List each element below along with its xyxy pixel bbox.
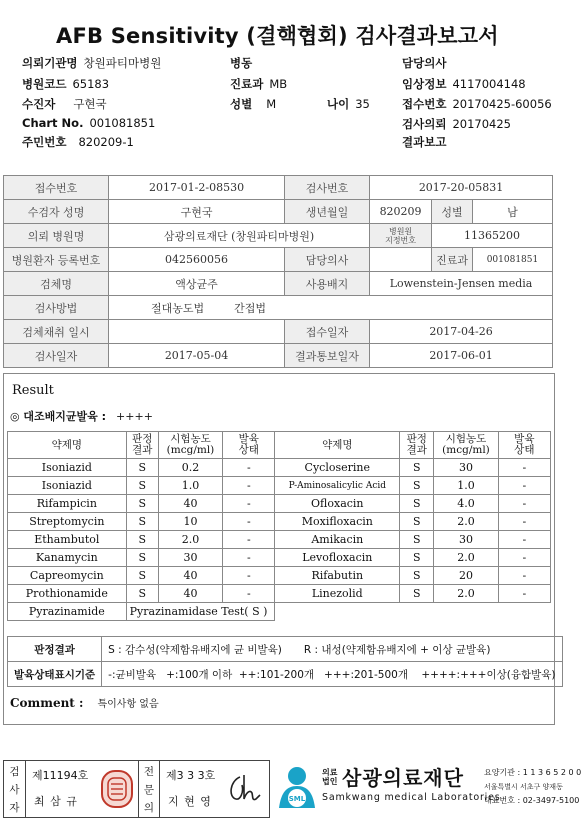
judgement-cell: S — [126, 477, 158, 495]
hospital-value: 창원파티마병원 — [83, 56, 162, 70]
report-footer — [0, 758, 581, 825]
judgement-cell: S — [126, 459, 158, 477]
patient-value: 구현국 — [73, 97, 107, 111]
control-growth — [10, 408, 153, 424]
drug-name-cell: Ethambutol — [8, 531, 127, 549]
notify-date-label: 결과통보일자 — [285, 344, 370, 368]
concentration-cell: 2.0 — [434, 549, 498, 567]
concentration-cell: 30 — [158, 549, 222, 567]
concentration-cell: 2.0 — [434, 585, 498, 603]
drug-table-header-cell: 발육 상태 — [498, 432, 550, 459]
judgement-cell: S — [400, 531, 434, 549]
chart-value: 001081851 — [89, 116, 156, 130]
drug-table-header-cell: 시험농도 (mcg/ml) — [434, 432, 498, 459]
dept-value: MB — [269, 77, 288, 91]
table-row — [4, 176, 553, 200]
comment-label: Comment : — [10, 696, 84, 710]
growth-cell: - — [498, 567, 550, 585]
notify-date-value: 2017-06-01 — [370, 344, 553, 368]
method-indirect: 간접법 — [234, 301, 267, 315]
comment — [10, 695, 159, 710]
drug-name-cell: Amikacin — [275, 531, 400, 549]
table-row — [4, 296, 553, 320]
growth-cell: - — [223, 495, 275, 513]
method-absolute: 절대농도법 — [151, 301, 205, 315]
clinical-value: 4117004148 — [452, 77, 526, 91]
method-value — [109, 296, 553, 320]
growth-cell: - — [223, 459, 275, 477]
judgement-cell: S — [126, 495, 158, 513]
specimen-label: 검체명 — [4, 272, 109, 296]
drug-name-cell: Linezolid — [275, 585, 400, 603]
legend-table — [7, 636, 563, 687]
drug-name-cell: Isoniazid — [8, 477, 127, 495]
dept-label: 진료과 — [230, 77, 264, 91]
rrn-label: 주민번호 — [22, 135, 67, 149]
table-row — [4, 200, 553, 224]
result-title: Result — [12, 383, 54, 398]
hospital-id-label: 병원원 지정번호 — [370, 224, 432, 248]
table-row — [8, 495, 551, 513]
drug-table-header — [8, 432, 551, 459]
growth-cell: - — [498, 531, 550, 549]
org-name: 삼광의료재단 — [342, 766, 464, 790]
concentration-cell: 30 — [434, 531, 498, 549]
drug-name-cell: Isoniazid — [8, 459, 127, 477]
hospital-name-value: 삼광의료재단 (창원파티마병원) — [109, 224, 370, 248]
table-row — [4, 224, 553, 248]
concentration-cell: 40 — [158, 495, 222, 513]
pza-value: Pyrazinamidase Test( S ) — [126, 603, 275, 621]
doctor-label: 담당의사 — [402, 56, 447, 70]
concentration-cell: 2.0 — [434, 513, 498, 531]
judgement-cell: S — [400, 585, 434, 603]
chart-label: Chart No. — [22, 116, 84, 130]
patient-label: 수진자 — [22, 97, 56, 111]
growth-cell: - — [223, 531, 275, 549]
growth-cell: - — [223, 567, 275, 585]
patient-name-value: 구현국 — [109, 200, 285, 224]
drug-name-cell: Streptomycin — [8, 513, 127, 531]
growth-cell: - — [223, 549, 275, 567]
concentration-cell: 2.0 — [158, 531, 222, 549]
hospital-id-value: 11365200 — [432, 224, 553, 248]
seal-icon — [100, 769, 134, 809]
report-title: AFB Sensitivity (결핵협회) 검사결과보고서 — [56, 24, 499, 48]
judgement-cell: S — [400, 477, 434, 495]
expert-name: 지 현 영 — [168, 795, 212, 808]
drug-table-header-cell: 판정 결과 — [126, 432, 158, 459]
table-row — [8, 662, 563, 687]
control-value: ++++ — [116, 410, 153, 423]
checker-label-box — [4, 761, 26, 817]
clinical-label: 임상정보 — [402, 77, 447, 91]
patient-reg-label: 병원환자 등록번호 — [4, 248, 109, 272]
hospital-label: 의뢰기관명 — [22, 56, 78, 70]
growth-cell: - — [223, 477, 275, 495]
table-row — [8, 513, 551, 531]
judge-r: R : 내성(약제함유배지에 + 이상 균발육) — [303, 643, 491, 656]
judgement-cell: S — [126, 513, 158, 531]
concentration-cell: 1.0 — [158, 477, 222, 495]
birth-value: 820209 — [370, 200, 432, 224]
doctor-label: 담당의사 — [285, 248, 370, 272]
drug-name-cell: Rifabutin — [275, 567, 400, 585]
judgement-cell: S — [126, 585, 158, 603]
table-row — [8, 567, 551, 585]
growth-cell: - — [498, 477, 550, 495]
org-code: 요양기관 : 1 1 3 6 5 2 0 0 — [484, 768, 581, 777]
judgement-cell: S — [400, 549, 434, 567]
control-label: ◎ 대조배지균발육 : — [10, 410, 107, 423]
dept-label: 진료과 — [432, 248, 473, 272]
receipt-no-value: 2017-01-2-08530 — [109, 176, 285, 200]
table-row — [4, 248, 553, 272]
lab-logo-icon — [273, 762, 325, 814]
drug-name-cell: Rifampicin — [8, 495, 127, 513]
drug-name-cell: Cycloserine — [275, 459, 400, 477]
drug-name-cell: Prothionamide — [8, 585, 127, 603]
request-value: 20170425 — [452, 117, 511, 131]
test-date-label: 검사일자 — [4, 344, 109, 368]
drug-table-header-cell: 시험농도 (mcg/ml) — [158, 432, 222, 459]
judge-s: S : 감수성(약제함유배지에 균 비발육) — [108, 643, 282, 656]
concentration-cell: 10 — [158, 513, 222, 531]
org-address: 서울특별시 서초구 양재동 — [484, 783, 563, 791]
drug-name-cell: Moxifloxacin — [275, 513, 400, 531]
media-label: 사용배지 — [285, 272, 370, 296]
table-row — [8, 477, 551, 495]
test-date-value: 2017-05-04 — [109, 344, 285, 368]
code-value: 65183 — [72, 77, 110, 91]
org-phone: 대표번호 : 02-3497-5100 — [484, 796, 580, 805]
sex-value: M — [266, 97, 277, 111]
signature-icon — [226, 771, 264, 807]
growth-value: -:균비발육 +:100개 이하 ++:101-200개 +++:201-500개 ++++:+++이상(융합발육) — [102, 662, 562, 687]
growth-cell: - — [498, 513, 550, 531]
drug-table-header-cell: 약제명 — [8, 432, 127, 459]
concentration-cell: 30 — [434, 459, 498, 477]
judgement-cell: S — [400, 459, 434, 477]
receipt-no-label: 접수번호 — [4, 176, 109, 200]
rrn-value: 820209-1 — [78, 135, 134, 149]
checker-name: 최 삼 규 — [34, 795, 78, 808]
concentration-cell: 20 — [434, 567, 498, 585]
table-row — [8, 531, 551, 549]
judgement-cell: S — [400, 567, 434, 585]
drug-name-cell: P-Aminosalicylic Acid — [275, 477, 400, 495]
drug-table-header-cell: 발육 상태 — [223, 432, 275, 459]
table-row — [8, 549, 551, 567]
expert-label: 전문의 — [143, 766, 155, 814]
report-label: 결과보고 — [402, 135, 447, 149]
drug-name-cell: Capreomycin — [8, 567, 127, 585]
birth-label: 생년월일 — [285, 200, 370, 224]
table-row — [4, 320, 553, 344]
sex-value: 남 — [472, 200, 552, 224]
age-label: 나이 — [327, 97, 350, 111]
test-no-value: 2017-20-05831 — [370, 176, 553, 200]
judgement-cell: S — [400, 495, 434, 513]
pza-label: Pyrazinamide — [8, 603, 127, 621]
drug-name-cell: Kanamycin — [8, 549, 127, 567]
growth-cell: - — [498, 459, 550, 477]
growth-cell: - — [223, 585, 275, 603]
growth-cell: - — [498, 585, 550, 603]
receive-date-value: 2017-04-26 — [370, 320, 553, 344]
table-row — [8, 637, 563, 662]
drug-table-header-cell: 판정 결과 — [400, 432, 434, 459]
table-row — [8, 585, 551, 603]
judgement-cell: S — [126, 549, 158, 567]
specimen-value: 액상균주 — [109, 272, 285, 296]
growth-cell: - — [498, 495, 550, 513]
drug-table-header-cell: 약제명 — [275, 432, 400, 459]
concentration-cell: 4.0 — [434, 495, 498, 513]
sex-label: 성별 — [432, 200, 473, 224]
request-label: 검사의뢰 — [402, 117, 447, 131]
judgement-cell: S — [126, 531, 158, 549]
growth-cell: - — [223, 513, 275, 531]
specimen-info-table — [3, 175, 553, 368]
concentration-cell: 40 — [158, 567, 222, 585]
table-row — [8, 459, 551, 477]
method-label: 검사방법 — [4, 296, 109, 320]
patient-reg-value: 042560056 — [109, 248, 285, 272]
table-row — [8, 603, 551, 621]
drug-table — [7, 431, 551, 621]
svg-text:SML: SML — [288, 795, 306, 803]
judge-value — [102, 637, 562, 662]
test-no-label: 검사번호 — [285, 176, 370, 200]
growth-label: 발육상태표시기준 — [8, 662, 102, 687]
expert-number: 제3 3 3호 — [166, 769, 216, 782]
org-english-name: Samkwang medical Laboratories — [322, 792, 501, 803]
judgement-cell: S — [126, 567, 158, 585]
age-value: 35 — [355, 97, 370, 111]
concentration-cell: 40 — [158, 585, 222, 603]
judgement-cell: S — [400, 513, 434, 531]
sex-label: 성별 — [230, 97, 253, 111]
growth-cell: - — [498, 549, 550, 567]
result-section — [3, 373, 555, 725]
receipt-label: 접수번호 — [402, 97, 447, 111]
patient-name-label: 수검자 성명 — [4, 200, 109, 224]
comment-value: 특이사항 없음 — [97, 699, 159, 710]
collect-date-value — [109, 320, 285, 344]
org-small-label: 의료 법인 — [322, 768, 338, 786]
expert-label-box — [138, 761, 160, 817]
table-row — [4, 272, 553, 296]
judge-label: 판정결과 — [8, 637, 102, 662]
org-contact — [484, 766, 581, 808]
collect-date-label: 검체채취 일시 — [4, 320, 109, 344]
ward-label: 병동 — [230, 56, 253, 70]
dept-value: 001081851 — [472, 248, 552, 272]
table-row — [4, 344, 553, 368]
concentration-cell: 1.0 — [434, 477, 498, 495]
checker-number: 제11194호 — [32, 769, 89, 782]
drug-name-cell: Ofloxacin — [275, 495, 400, 513]
hospital-name-label: 의뢰 병원명 — [4, 224, 109, 248]
media-value: Lowenstein-Jensen media — [370, 272, 553, 296]
concentration-cell: 0.2 — [158, 459, 222, 477]
code-label: 병원코드 — [22, 77, 67, 91]
signature-box — [3, 760, 270, 818]
receipt-value: 20170425-60056 — [452, 97, 552, 111]
drug-name-cell: Levofloxacin — [275, 549, 400, 567]
checker-label: 검사자 — [9, 766, 20, 814]
receive-date-label: 접수일자 — [285, 320, 370, 344]
